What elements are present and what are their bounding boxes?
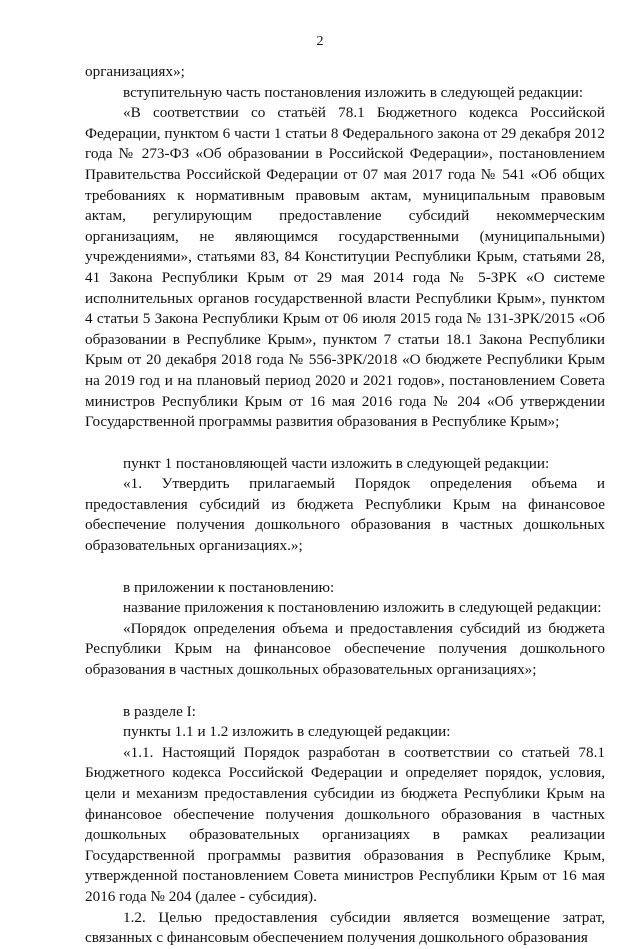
paragraph: в разделе I:: [123, 702, 196, 720]
paragraph-gap: [85, 433, 605, 454]
paragraph: пункт 1 постановляющей части изложить в следующей редакции:: [123, 454, 550, 472]
page-number: 2: [316, 34, 324, 49]
document-body: [85, 62, 605, 949]
paragraph: в приложении к постановлению:: [123, 578, 335, 596]
paragraph: 1.2. Целью предоставления субсидии является возмещение затрат, связанных с финансовым обеспечением получения дошкольного образования: [85, 908, 605, 947]
paragraph: название приложения к постановлению изложить в следующей редакции:: [123, 599, 602, 617]
paragraph: организациях»;: [85, 63, 185, 80]
paragraph-gap: [85, 681, 605, 702]
paragraph: пункты 1.1 и 1.2 изложить в следующей редакции:: [123, 723, 451, 741]
paragraph: «1.1. Настоящий Порядок разработан в соответствии со статьей 78.1 Бюджетного кодекса Российской Федерации и определяет порядок, условия, цели и механизм предоставления субсидии из бюджета Республики Крым на финансовое обеспечение получения дошкольного образования в частных дошкольных образовательных организациях в рамках реализации Государственной программы развития образования в Республике Крым, утвержденной постановлением Совета министров Республики Крым от 16 мая 2016 года № 204 (далее - субсидия).: [85, 743, 605, 905]
paragraph: «В соответствии со статьёй 78.1 Бюджетного кодекса Российской Федерации, пунктом 6 части 1 статьи 8 Федерального закона от 29 декабря 2012 года № 273-ФЗ «Об образовании в Российской Федерации», постановлением Правительства Российской Федерации от 07 мая 2017 года № 541 «Об общих требованиях к нормативным правовым актам, муниципальным правовым актам, регулирующим предоставление субсидий некоммерческим организациям, не являющимся государственными (муниципальными) учреждениями», статьями 83, 84 Конституции Республики Крым, статьями 28, 41 Закона Республики Крым от 29 мая 2014 года № 5-ЗРК «О системе исполнительных органов государственной власти Республики Крым», пунктом 4 статьи 5 Закона Республики Крым от 06 июля 2015 года № 131-ЗРК/2015 «Об образовании в Республике Крым», пунктом 7 статьи 18.1 Закона Республики Крым от 20 декабря 2018 года № 556-ЗРК/2018 «О бюджете Республики Крым на 2019 год и на плановый период 2020 и 2021 годов», постановлением Совета министров Республики Крым от 16 мая 2016 года № 204 «Об утверждении Государственной программы развития образования в Республике Крым»;: [85, 104, 605, 431]
paragraph: «Порядок определения объема и предоставления субсидий из бюджета Республики Крым на финансовое обеспечение получения дошкольного образования в частных дошкольных образовательных организациях»;: [85, 619, 605, 679]
paragraph: вступительную часть постановления изложить в следующей редакции:: [123, 83, 584, 101]
paragraph: «1. Утвердить прилагаемый Порядок определения объема и предоставления субсидий из бюджета Республики Крым на финансовое обеспечение получения дошкольного образования в частных дошкольных образовательных организациях.»;: [85, 475, 605, 555]
paragraph-gap: [85, 557, 605, 578]
